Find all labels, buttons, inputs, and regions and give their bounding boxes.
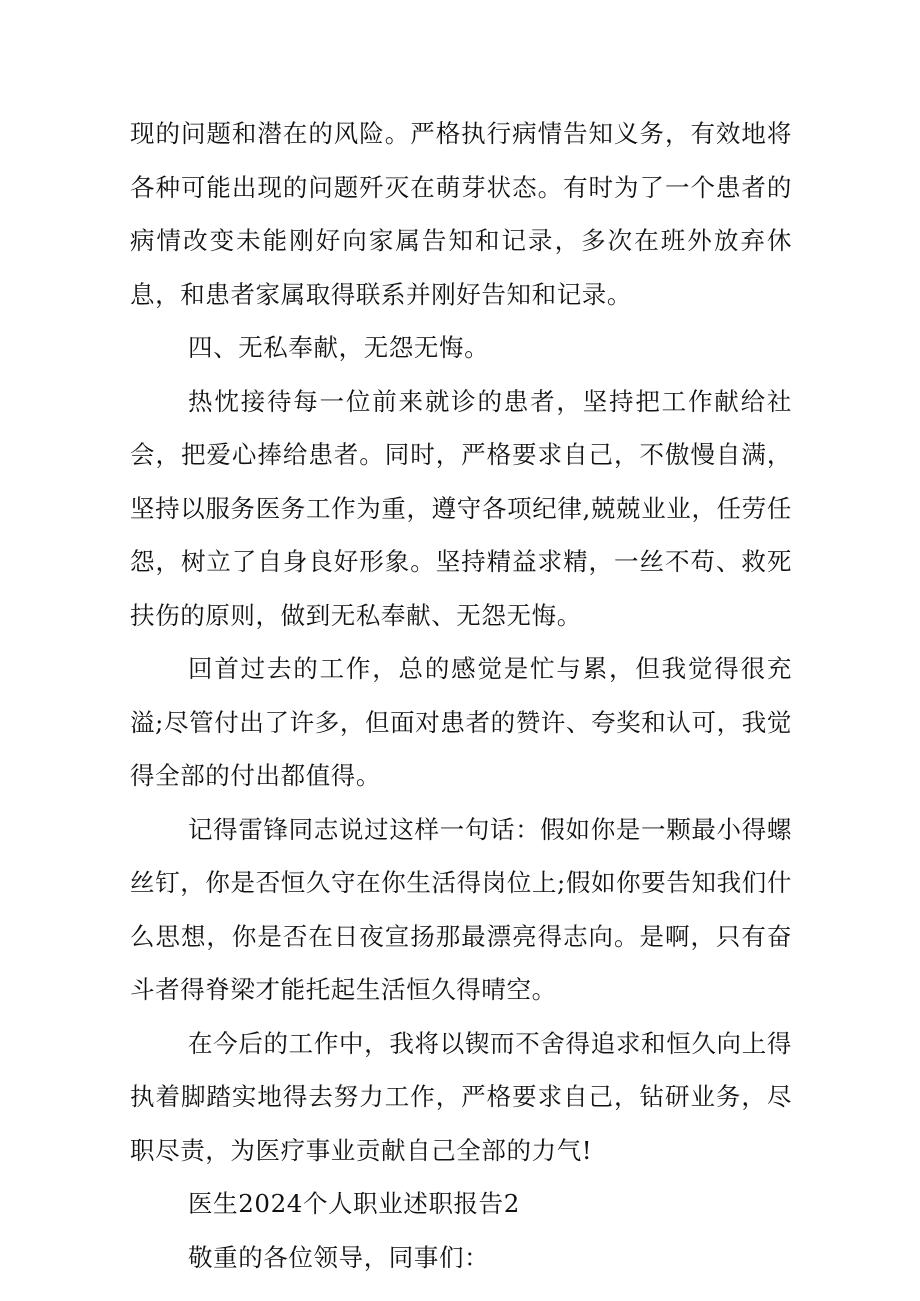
document-body bbox=[130, 107, 792, 1284]
paragraph-continuation: 现的问题和潜在的风险。严格执行病情告知义务，有效地将各种可能出现的问题歼灭在萌芽状态。有时为了一个患者的病情改变未能刚好向家属告知和记录，多次在班外放弃休息，和患者家属取得联系并刚好告知和记录。 bbox=[130, 119, 792, 309]
paragraph-future-work: 在今后的工作中，我将以锲而不舍得追求和恒久向上得执着脚踏实地得去努力工作，严格要求自己，钻研业务，尽职尽责，为医疗事业贡献自己全部的力气! bbox=[130, 1028, 792, 1165]
paragraph-lei-feng-quote: 记得雷锋同志说过这样一句话：假如你是一颗最小得螺丝钉，你是否恒久守在你生活得岗位上;假如你要告知我们什么思想，你是否在日夜宣扬那最漂亮得志向。是啊，只有奋斗者得脊梁才能托起生活恒久得晴空。 bbox=[130, 814, 792, 1004]
report-title: 医生2024个人职业述职报告2 bbox=[188, 1189, 520, 1218]
paragraph-dedication: 热忱接待每一位前来就诊的患者，坚持把工作献给社会，把爱心捧给患者。同时，严格要求自己，不傲慢自满，坚持以服务医务工作为重，遵守各项纪律,兢兢业业，任劳任怨，树立了自身良好形象。坚持精益求精，一丝不苟、救死扶伤的原则，做到无私奉献、无怨无悔。 bbox=[130, 386, 792, 630]
salutation: 敬重的各位领导，同事们： bbox=[188, 1242, 490, 1272]
section-heading-four: 四、无私奉献，无怨无悔。 bbox=[188, 333, 490, 362]
paragraph-reflection: 回首过去的工作，总的感觉是忙与累，但我觉得很充溢;尽管付出了许多，但面对患者的赞许、夸奖和认可，我觉得全部的付出都值得。 bbox=[130, 654, 792, 790]
